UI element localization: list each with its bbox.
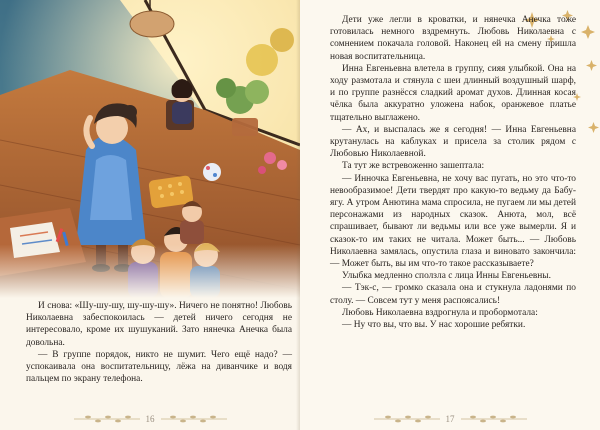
paragraph: — Инночка Евгеньевна, не хочу вас пугать, но это что-то невообразимое! Дети твердят про какую-то ведьму да Бабу-ягу. А утром Анютина мама спросила, не пугаем ли мы детей персонажами из народных сказок. Анюта, мол, всё спрашивает, бывают ли ведьмы или все уже вымерли. Я и сказок-то им таких не читала. Может быть... — Любовь Николаевна замялась, опустила глаза и виновато закончила: — Может быть, вы им что-то такое рассказываете? xyxy=(330,173,576,270)
folio-right xyxy=(300,412,600,426)
paragraph: Та тут же встревоженно зашептала: xyxy=(342,161,485,172)
illustration xyxy=(0,0,300,298)
paragraph: И снова: «Шу-шу-шу, шу-шу-шу». Ничего не понятно! Любовь Николаевна забеспокоилась — детей ничего сегодня не интересовало, кроме их шушуканий. Зато нянечка Анечка была довольна. xyxy=(26,301,292,348)
paragraph: — Тэк-с, — громко сказала она и стукнула ладонями по столу. — Совсем тут у меня распоясались! xyxy=(330,283,576,306)
paragraph: Инна Евгеньевна влетела в группу, сияя улыбкой. Она на ходу размотала и стянула с шеи длинный воздушный шарф, и по группе разнёсся сладкий аромат духов. Длинная косая чёлка была аккуратно уложена набок, оранжевое платье тщательно выглажено. xyxy=(330,63,576,123)
folio-left xyxy=(0,412,300,426)
sprig-ornament-icon xyxy=(74,414,140,424)
page-number: 16 xyxy=(145,414,155,424)
paragraph: — Ну что вы, что вы. У нас хорошие ребятки. xyxy=(342,320,526,331)
paragraph: — Ах, и выспалась же я сегодня! — Инна Евгеньевна крутанулась на каблуках и присела за столик рядом с Любовью Николаевной. xyxy=(330,124,576,160)
page-number: 17 xyxy=(445,414,455,424)
left-page-text xyxy=(26,300,292,385)
paragraph: — В группе порядок, никто не шумит. Чего ещё надо? — успокаивала она воспитательницу, лёжа на диванчике и водя пальцем по экрану телефона. xyxy=(26,349,292,385)
paragraph: Дети уже легли в кроватки, и нянечка Анечка тоже готовилась немного вздремнуть. Любовь Николаевна с сомнением покачала головой. Наконец ей на смену пришла новая воспитательница. xyxy=(330,15,576,62)
sprig-ornament-icon xyxy=(461,414,527,424)
paragraph: Улыбка медленно сползла с лица Инны Евгеньевны. xyxy=(342,271,551,282)
sprig-ornament-icon xyxy=(161,414,227,424)
paragraph: Любовь Николаевна вздрогнула и пробормотала: xyxy=(342,307,538,318)
right-page-text xyxy=(330,14,576,331)
sprig-ornament-icon xyxy=(374,414,440,424)
